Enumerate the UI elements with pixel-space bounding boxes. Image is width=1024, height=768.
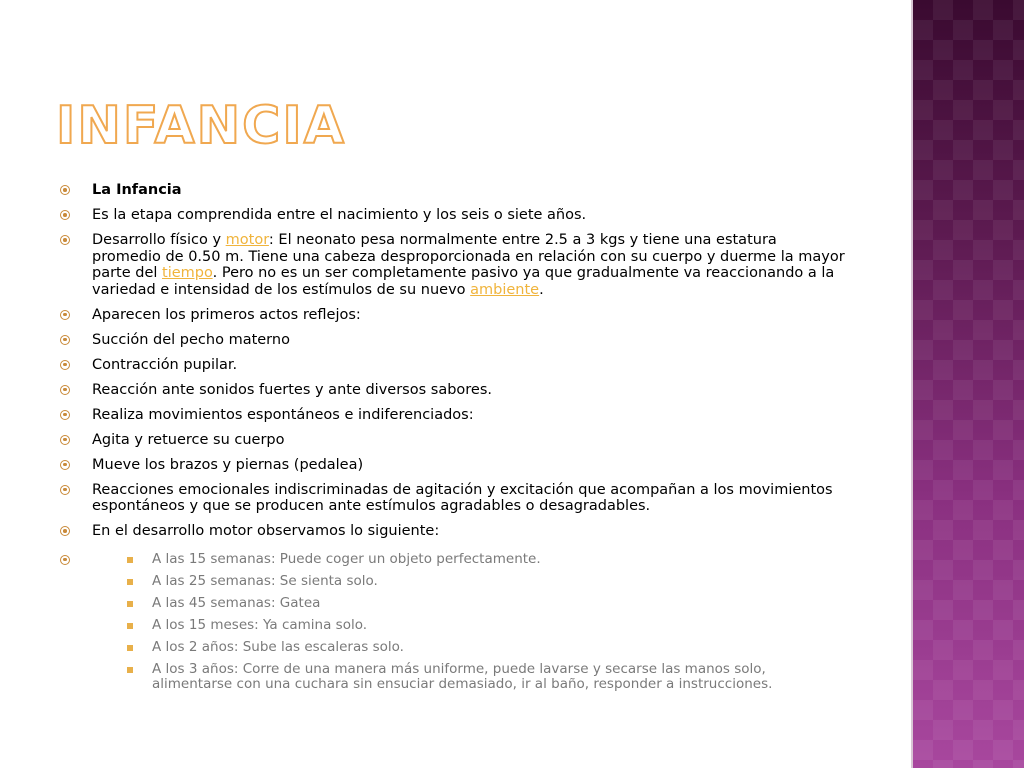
list-item (60, 232, 850, 298)
circle-bullet-icon (60, 435, 70, 445)
square-bullet-icon (127, 667, 133, 673)
list-item (60, 407, 850, 424)
square-bullet-icon (127, 623, 133, 629)
circle-bullet-icon (60, 210, 70, 220)
list-item (60, 382, 850, 399)
link-ambiente[interactable]: ambiente (470, 281, 540, 298)
square-bullet-icon (127, 557, 133, 563)
list-item (60, 182, 850, 199)
sub-list-item (124, 596, 850, 611)
list-item (60, 523, 850, 540)
list-item (60, 332, 850, 349)
bullet-text: Reacciones emocionales indiscriminadas de agitación y excitación que acompañan a los movimientos espontáneos y que se producen ante estímulos agradables o desagradables. (92, 481, 833, 514)
list-item (60, 457, 850, 474)
sub-bullet-list (124, 552, 850, 692)
list-item (60, 207, 850, 224)
bullet-text: En el desarrollo motor observamos lo siguiente: (92, 523, 440, 539)
circle-bullet-icon (60, 485, 70, 495)
circle-bullet-icon (60, 235, 70, 245)
circle-bullet-icon (60, 310, 70, 320)
bullet-text: : El neonato pesa normalmente entre 2.5 a 3 kgs y tiene una estatura promedio de 0.50 m. Tiene una cabeza desproporcionada en relación con su cuerpo y duerme la mayor parte del (92, 232, 845, 281)
circle-bullet-icon (60, 335, 70, 345)
link-motor[interactable]: motor (225, 232, 269, 248)
square-bullet-icon (127, 601, 133, 607)
list-item-empty (60, 552, 850, 692)
sub-list-item (124, 662, 850, 692)
sub-bullet-text: A las 25 semanas: Se sienta solo. (152, 572, 378, 589)
bullet-text: Es la etapa comprendida entre el nacimiento y los seis o siete años. (92, 207, 587, 223)
link-tiempo[interactable]: tiempo (162, 265, 213, 281)
bullet-text: Realiza movimientos espontáneos e indiferenciados: (92, 406, 474, 423)
circle-bullet-icon (60, 410, 70, 420)
circle-bullet-icon (60, 360, 70, 370)
sub-list-item (124, 640, 850, 655)
sub-bullet-text: A las 15 semanas: Puede coger un objeto perfectamente. (152, 550, 541, 567)
slide-title: INFANCIA (56, 96, 346, 156)
list-item (60, 432, 850, 449)
sub-list-item (124, 552, 850, 567)
main-bullet-list (60, 182, 850, 692)
list-item (60, 307, 850, 324)
bullet-text: Contracción pupilar. (92, 356, 238, 373)
list-item (60, 357, 850, 374)
circle-bullet-icon (60, 460, 70, 470)
bullet-text: Succión del pecho materno (92, 331, 290, 348)
bullet-text: Reacción ante sonidos fuertes y ante diversos sabores. (92, 381, 493, 398)
sub-list-item (124, 574, 850, 589)
sub-bullet-text: A las 45 semanas: Gatea (152, 594, 321, 611)
circle-bullet-icon (60, 526, 70, 536)
circle-bullet-icon (60, 385, 70, 395)
circle-bullet-icon (60, 185, 70, 195)
sub-list-item (124, 618, 850, 633)
bullet-text: Mueve los brazos y piernas (pedalea) (92, 456, 364, 473)
bullet-text: Agita y retuerce su cuerpo (92, 431, 285, 448)
square-bullet-icon (127, 579, 133, 585)
square-bullet-icon (127, 645, 133, 651)
bullet-text: . (539, 281, 544, 298)
sub-bullet-text: A los 15 meses: Ya camina solo. (152, 616, 368, 633)
decorative-side-band (913, 0, 1024, 768)
bullet-text: La Infancia (92, 182, 182, 198)
bullet-text: Desarrollo físico y (92, 232, 226, 248)
bullet-text: . Pero no es un ser completamente pasivo ya que gradualmente va reaccionando a la variedad e intensidad de los estímulos de su nuevo (92, 265, 835, 298)
bullet-text: Aparecen los primeros actos reflejos: (92, 306, 361, 323)
sub-bullet-text: A los 3 años: Corre de una manera más uniforme, puede lavarse y secarse las manos solo, alimentarse con una cuchara sin ensuciar demasiado, ir al baño, responder a instrucciones. (152, 660, 773, 692)
list-item (60, 482, 850, 515)
slide-content (60, 182, 850, 700)
sub-bullet-text: A los 2 años: Sube las escaleras solo. (152, 638, 404, 655)
circle-bullet-icon (60, 555, 70, 565)
